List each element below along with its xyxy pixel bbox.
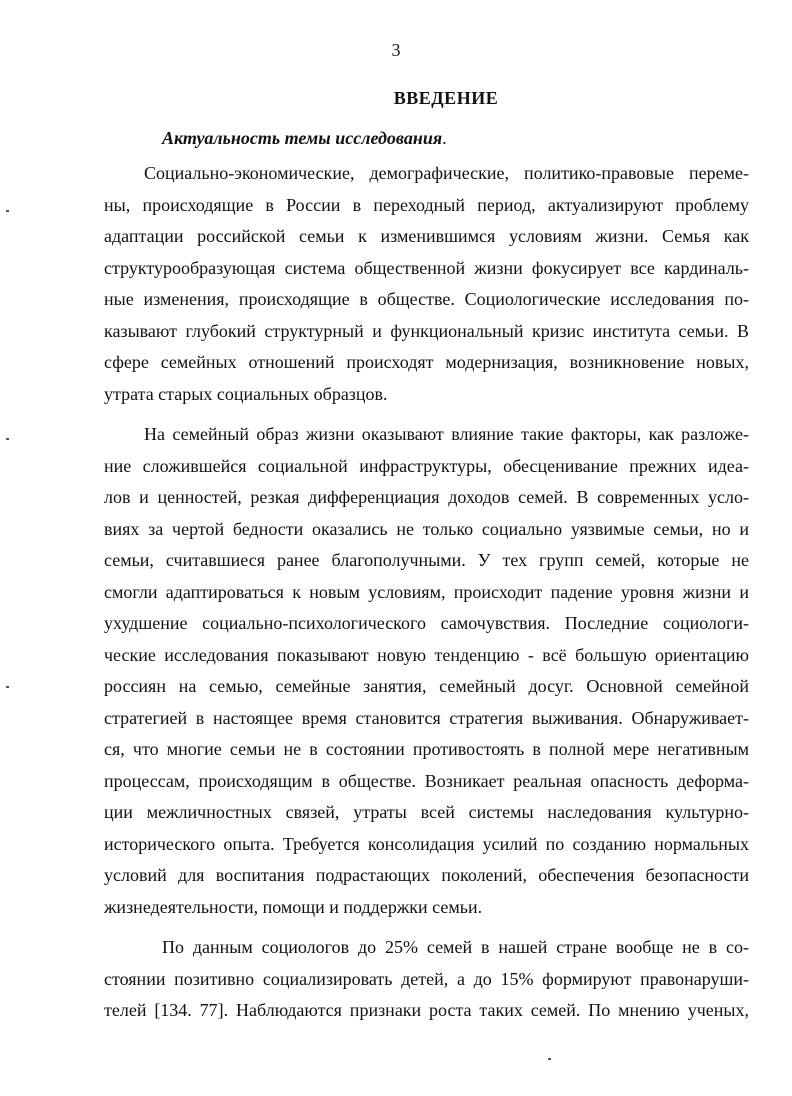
paragraph-1 xyxy=(104,158,749,410)
text-line: По данным социологов до 25% семей в нашей стране вообще не в со- xyxy=(162,937,749,957)
text-line: процессам, происходящим в обществе. Возникает реальная опасность деформа- xyxy=(104,770,749,791)
text-line: телей [134. 77]. Наблюдаются признаки роста таких семей. По мнению ученых, xyxy=(104,1000,749,1020)
text-line: структурообразующая система общественной жизни фокусирует все кардиналь- xyxy=(104,257,749,278)
text-line: Социально-экономические, демографические, политико-правовые переме- xyxy=(144,163,749,183)
text-line: ны, происходящие в России в переходный период, актуализируют проблему xyxy=(104,194,749,215)
text-line: исторического опыта. Требуется консолидация усилий по созданию нормальных xyxy=(104,833,749,854)
scan-speck xyxy=(6,438,9,440)
text-line: сфере семейных отношений происходят модернизация, возникновение новых, xyxy=(104,352,749,372)
text-line: стоянии позитивно социализировать детей, а до 15% формируют правонаруши- xyxy=(104,968,749,989)
paragraph-2 xyxy=(104,419,749,923)
text-line: ческие исследования показывают новую тенденцию - всё большую ориентацию xyxy=(104,644,749,665)
subheading-dot: . xyxy=(442,128,447,148)
body-text xyxy=(104,158,749,1027)
paragraph-3 xyxy=(104,932,749,1027)
text-line: ся, что многие семьи не в состоянии противостоять в полной мере негативным xyxy=(104,739,749,759)
text-line: россиян на семью, семейные занятия, семейный досуг. Основной семейной xyxy=(104,676,749,696)
page-title: ВВЕДЕНИЕ xyxy=(393,88,499,108)
text-line: смогли адаптироваться к новым условиям, происходит падение уровня жизни и xyxy=(104,581,749,602)
text-line: условий для воспитания подрастающих поколений, обеспечения безопасности xyxy=(104,865,749,885)
text-line: ние сложившейся социальной инфраструктуры, обесценивание прежних идеа- xyxy=(104,455,749,476)
scan-speck xyxy=(6,210,9,212)
text-line: жизнедеятельности, помощи и поддержки семьи. xyxy=(104,896,483,917)
section-subheading xyxy=(162,128,447,149)
text-line: адаптации российской семьи к изменившимся условиям жизни. Семья как xyxy=(104,226,749,246)
scan-speck xyxy=(6,686,9,688)
text-line: На семейный образ жизни оказывают влияние такие факторы, как разложе- xyxy=(144,424,749,444)
text-line: семьи, считавшиеся ранее благополучными. У тех групп семей, которые не xyxy=(104,550,749,570)
text-line: лов и ценностей, резкая дифференциация доходов семей. В современных усло- xyxy=(104,487,749,507)
subheading-text: Актуальность темы исследования xyxy=(162,128,443,148)
text-line: стратегией в настоящее время становится стратегия выживания. Обнаруживает- xyxy=(104,707,749,728)
text-line: ные изменения, происходящие в обществе. Социологические исследования по- xyxy=(104,289,749,309)
text-line: виях за чертой бедности оказались не только социально уязвимые семьи, но и xyxy=(104,518,749,539)
text-line: казывают глубокий структурный и функциональный кризис института семьи. В xyxy=(104,320,749,341)
text-line: ухудшение социально-психологического самочувствия. Последние социологи- xyxy=(104,613,749,633)
text-line: ции межличностных связей, утраты всей системы наследования культурно- xyxy=(104,802,749,822)
page-number: 3 xyxy=(391,40,401,60)
text-line: утрата старых социальных образцов. xyxy=(104,383,388,404)
scan-speck xyxy=(548,1058,551,1060)
